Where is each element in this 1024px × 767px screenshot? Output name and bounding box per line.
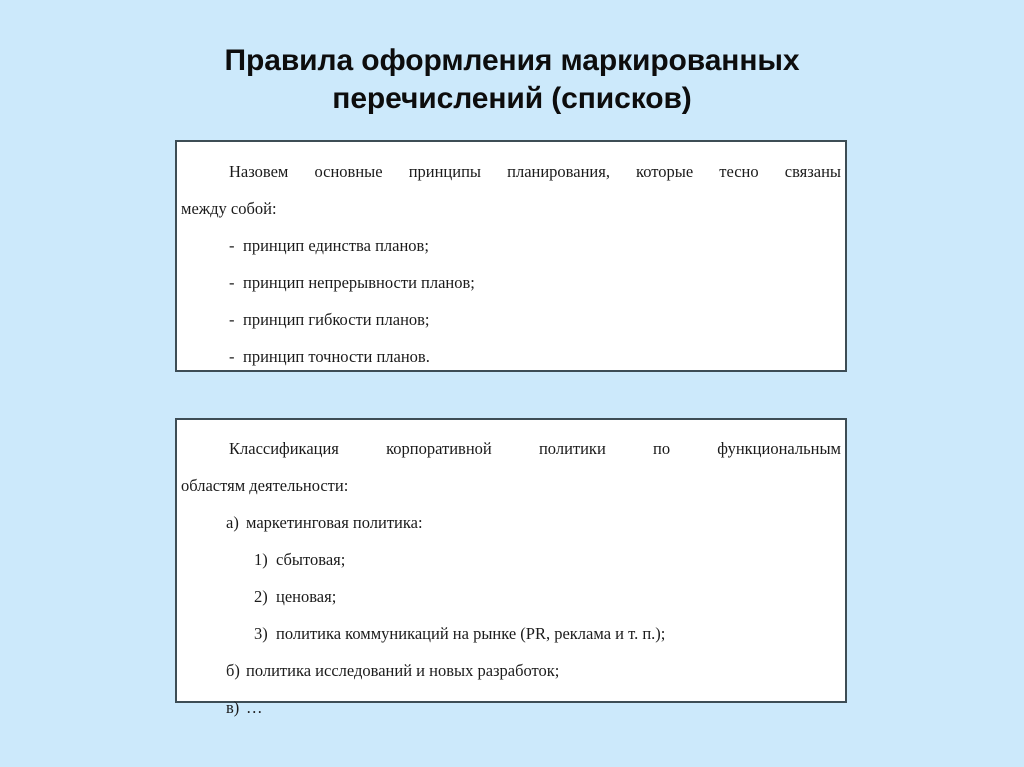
list-item-label: принцип гибкости планов; — [243, 310, 430, 329]
card-one-intro-line-1: Назовем основные принципы планирования, которые тесно связаны — [229, 162, 841, 181]
list-item-label: маркетинговая политика: — [246, 513, 423, 532]
list-item-label: принцип точности планов. — [243, 347, 430, 366]
list-item — [177, 652, 845, 689]
card-two-body — [177, 420, 845, 726]
list-item — [177, 504, 845, 541]
list-item — [177, 615, 845, 652]
list-item — [177, 264, 845, 301]
list-item-label: сбытовая; — [276, 550, 346, 569]
list-item — [177, 227, 845, 264]
list-item-label: политика коммуникаций на рынке (PR, реклама и т. п.); — [276, 624, 666, 643]
list-item-label: … — [246, 698, 263, 717]
list-item — [177, 301, 845, 338]
card-one-body — [177, 142, 845, 375]
card-one-list — [177, 227, 845, 375]
document-card-principles — [175, 140, 847, 372]
list-item-label: принцип непрерывности планов; — [243, 273, 475, 292]
list-item-label: принцип единства планов; — [243, 236, 429, 255]
card-two-intro-line-1: Классификация корпоративной политики по функциональным — [229, 439, 841, 458]
list-item — [177, 578, 845, 615]
list-marker: а) — [226, 513, 239, 532]
list-marker: - — [229, 310, 235, 329]
card-one-intro — [177, 142, 845, 227]
list-item — [177, 541, 845, 578]
list-marker: 3) — [254, 624, 268, 643]
list-marker: 2) — [254, 587, 268, 606]
card-two-list — [177, 504, 845, 726]
page-title: Правила оформления маркированных перечислений (списков) — [224, 44, 800, 116]
list-marker: - — [229, 236, 235, 255]
list-marker: - — [229, 347, 235, 366]
list-marker: б) — [226, 661, 240, 680]
document-card-policy-classification — [175, 418, 847, 717]
list-marker: - — [229, 273, 235, 292]
list-item — [177, 689, 845, 726]
card-one-intro-line-2: между собой: — [181, 199, 277, 218]
card-two-intro — [177, 420, 845, 504]
card-two-intro-line-2: областям деятельности: — [181, 476, 349, 495]
list-marker: 1) — [254, 550, 268, 569]
list-item — [177, 338, 845, 375]
list-item-label: ценовая; — [276, 587, 337, 606]
list-marker: в) — [226, 698, 240, 717]
list-item-label: политика исследований и новых разработок; — [246, 661, 560, 680]
